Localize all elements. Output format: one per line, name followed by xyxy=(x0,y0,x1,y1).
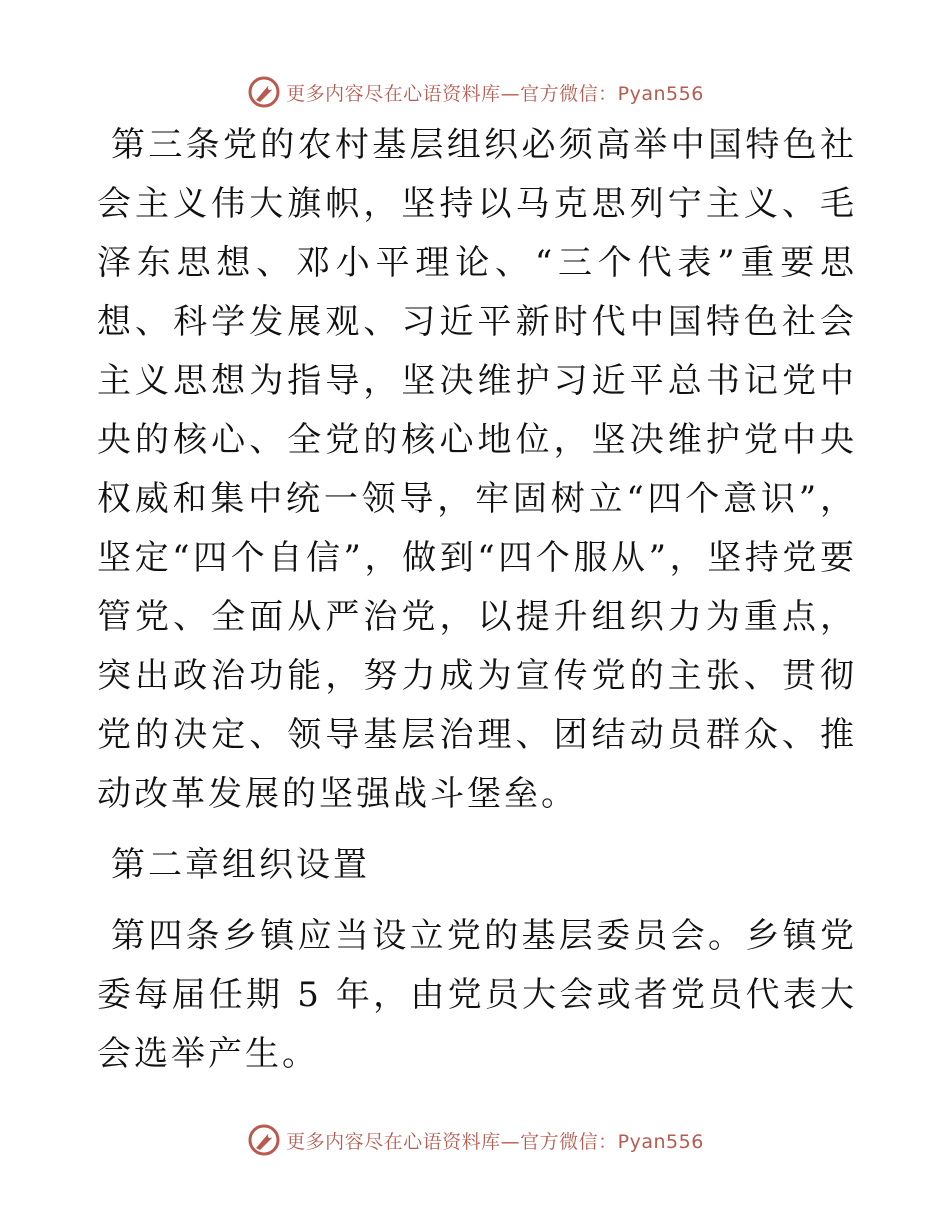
watermark-text: 更多内容尽在心语资料库—官方微信：Pyan556 xyxy=(286,1130,704,1153)
chapter-2-heading: 第二章组织设置 xyxy=(111,845,370,885)
document-body xyxy=(97,116,857,1084)
footer-watermark xyxy=(0,1118,950,1162)
article-3-paragraph: 第三条党的农村基层组织必须高举中国特色社会主义伟大旗帜，坚持以马克思列宁主义、毛泽东思想、邓小平理论、“三个代表”重要思想、科学发展观、习近平新时代中国特色社会主义思想为指导，坚决维护习近平总书记党中央的核心、全党的核心地位，坚决维护党中央权威和集中统一领导，牢固树立“四个意识”，坚定“四个自信”，做到“四个服从”，坚持党要管党、全面从严治党，以提升组织力为重点，突出政治功能，努力成为宣传党的主张、贯彻党的决定、领导基层治理、团结动员群众、推动改革发展的坚强战斗堡垒。 xyxy=(97,125,857,814)
watermark-text: 更多内容尽在心语资料库—官方微信：Pyan556 xyxy=(286,82,704,105)
article-4-paragraph: 第四条乡镇应当设立党的基层委员会。乡镇党委每届任期 5 年，由党员大会或者党员代表大会选举产生。 xyxy=(97,916,857,1074)
pen-nib-circle-icon xyxy=(246,74,282,110)
header-watermark xyxy=(0,70,950,114)
pen-nib-circle-icon xyxy=(246,1122,282,1158)
